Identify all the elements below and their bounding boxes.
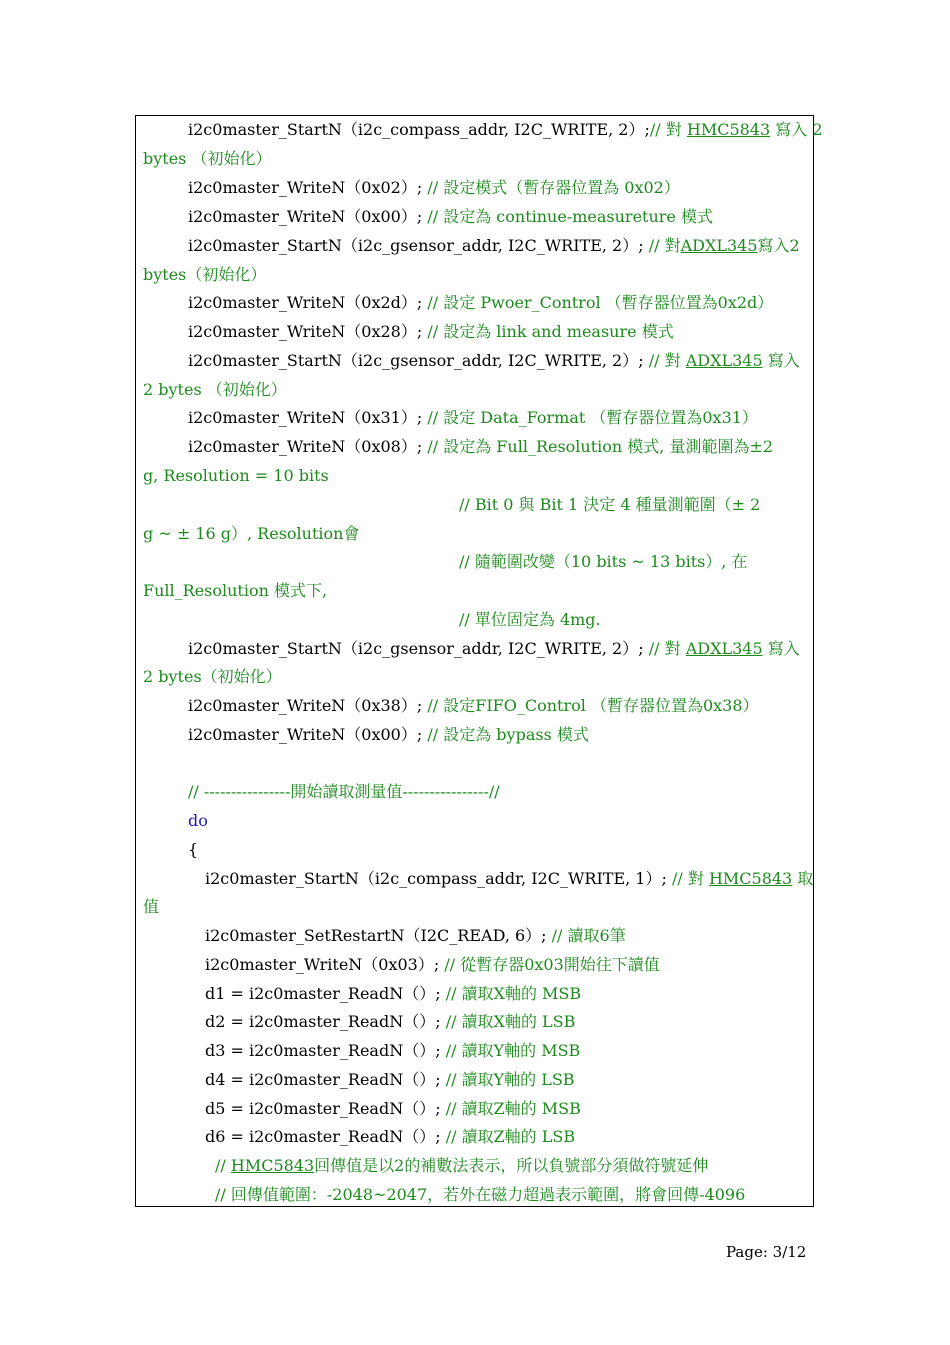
comment-text: g ~ ± 16 g）, Resolution會 xyxy=(143,524,360,543)
code-line xyxy=(205,1126,575,1148)
code-line xyxy=(188,724,589,746)
comment-text: // 設定 Pwoer_Control （暫存器位置為0x2d） xyxy=(427,293,774,312)
comment-text: // 隨範圍改變（10 bits ~ 13 bits）, 在 xyxy=(459,552,748,571)
code-text: i2c0master_WriteN（0x28）; xyxy=(188,322,428,341)
code-line xyxy=(459,494,760,516)
code-line xyxy=(188,695,759,717)
comment-text: // 讀取Y軸的 LSB xyxy=(445,1070,575,1089)
link-text[interactable]: HMC5843 xyxy=(708,869,793,888)
comment-text: // xyxy=(215,1156,231,1175)
comment-text: 2 bytes （初始化） xyxy=(143,380,287,399)
code-line xyxy=(188,350,800,372)
comment-text: // 回傳值範圍：-2048~2047，若外在磁力超過表示範圍，將會回傳-4096 xyxy=(215,1185,746,1204)
code-line xyxy=(188,638,800,660)
code-text: d5 = i2c0master_ReadN（）; xyxy=(205,1099,446,1118)
comment-text: // 設定為 Full_Resolution 模式, 量測範圍為±2 xyxy=(427,437,774,456)
code-line xyxy=(143,264,266,286)
code-line xyxy=(188,119,823,141)
comment-text: 值 xyxy=(143,897,160,916)
code-text: d2 = i2c0master_ReadN（）; xyxy=(205,1012,446,1031)
code-line xyxy=(205,1011,575,1033)
comment-text: 取 xyxy=(792,869,814,888)
comment-text: // 對 xyxy=(671,869,709,888)
link-text[interactable]: HMC5843 xyxy=(230,1156,315,1175)
comment-text: // 讀取X軸的 MSB xyxy=(445,984,582,1003)
comment-text: // 設定為 bypass 模式 xyxy=(427,725,589,744)
comment-text: // Bit 0 與 Bit 1 決定 4 種量測範圍（± 2 xyxy=(459,495,761,514)
code-line xyxy=(205,925,626,947)
code-line xyxy=(188,407,758,429)
comment-text: // 對 xyxy=(648,351,686,370)
link-text[interactable]: ADXL345 xyxy=(685,351,763,370)
comment-text: // 對 xyxy=(648,236,681,255)
code-line xyxy=(188,321,674,343)
code-text: i2c0master_StartN（i2c_compass_addr, I2C_WRITE, 2）; xyxy=(188,120,650,139)
code-text: i2c0master_WriteN（0x2d）; xyxy=(188,293,428,312)
comment-text: // 從暫存器0x03開始往下讀值 xyxy=(444,955,660,974)
code-line xyxy=(188,781,500,803)
code-line xyxy=(143,523,359,545)
code-line xyxy=(188,177,680,199)
code-line xyxy=(143,148,271,170)
code-line xyxy=(215,1155,708,1177)
comment-text: // 讀取Z軸的 LSB xyxy=(445,1127,576,1146)
code-text: { xyxy=(188,840,199,859)
comment-text: // 讀取6筆 xyxy=(551,926,626,945)
comment-text: bytes （初始化） xyxy=(143,149,272,168)
comment-text: // 設定模式（暫存器位置為 0x02） xyxy=(427,178,680,197)
link-text[interactable]: HMC5843 xyxy=(686,120,771,139)
comment-text: // 對 xyxy=(649,120,687,139)
code-line xyxy=(459,609,601,631)
code-text: d6 = i2c0master_ReadN（）; xyxy=(205,1127,446,1146)
comment-text: 寫入 xyxy=(762,351,800,370)
code-line xyxy=(205,1040,580,1062)
code-line xyxy=(188,235,800,257)
code-text: i2c0master_WriteN（0x00）; xyxy=(188,207,428,226)
comment-text: // 讀取Z軸的 MSB xyxy=(445,1099,581,1118)
code-line xyxy=(143,465,329,487)
code-line xyxy=(205,1069,575,1091)
link-text[interactable]: ADXL345 xyxy=(685,639,763,658)
comment-text: 2 bytes（初始化） xyxy=(143,667,282,686)
code-text: i2c0master_WriteN（0x00）; xyxy=(188,725,428,744)
comment-text: // 讀取X軸的 LSB xyxy=(445,1012,576,1031)
comment-text: Full_Resolution 模式下, xyxy=(143,581,328,600)
code-text: i2c0master_WriteN（0x31）; xyxy=(188,408,428,427)
code-line xyxy=(143,580,327,602)
comment-text: // 設定 Data_Format （暫存器位置為0x31） xyxy=(427,408,758,427)
code-text: d1 = i2c0master_ReadN（）; xyxy=(205,984,446,1003)
code-line xyxy=(205,868,813,890)
comment-text: // 設定為 continue-measureture 模式 xyxy=(427,207,713,226)
code-text: i2c0master_StartN（i2c_gsensor_addr, I2C_WRITE, 2）; xyxy=(188,639,649,658)
code-text: i2c0master_StartN（i2c_compass_addr, I2C_WRITE, 1）; xyxy=(205,869,672,888)
code-line xyxy=(188,839,198,861)
code-text: i2c0master_SetRestartN（I2C_READ, 6）; xyxy=(205,926,552,945)
code-line xyxy=(459,551,748,573)
comment-text: 寫入 2 xyxy=(770,120,823,139)
comment-text: // 單位固定為 4mg. xyxy=(459,610,601,629)
code-line xyxy=(205,1098,581,1120)
code-line xyxy=(143,666,282,688)
code-text: i2c0master_StartN（i2c_gsensor_addr, I2C_WRITE, 2）; xyxy=(188,351,649,370)
code-text: d3 = i2c0master_ReadN（）; xyxy=(205,1041,446,1060)
code-text: i2c0master_StartN（i2c_gsensor_addr, I2C_WRITE, 2）; xyxy=(188,236,649,255)
comment-text: // 設定FIFO_Control （暫存器位置為0x38） xyxy=(427,696,759,715)
code-line xyxy=(143,379,287,401)
comment-text: // 設定為 link and measure 模式 xyxy=(427,322,674,341)
comment-text: // 讀取Y軸的 MSB xyxy=(445,1041,581,1060)
code-line xyxy=(215,1184,745,1206)
comment-text: 寫入2 xyxy=(757,236,800,255)
code-line xyxy=(188,810,208,832)
code-line xyxy=(188,292,773,314)
comment-text: g, Resolution = 10 bits xyxy=(143,466,329,485)
page-number: Page: 3/12 xyxy=(726,1243,807,1261)
link-text[interactable]: ADXL345 xyxy=(680,236,758,255)
keyword-text: do xyxy=(188,811,208,830)
comment-text: 回傳值是以2的補數法表示，所以負號部分須做符號延伸 xyxy=(314,1156,709,1175)
comment-text: 寫入 xyxy=(762,639,800,658)
comment-text: bytes（初始化） xyxy=(143,265,267,284)
comment-text: // 對 xyxy=(648,639,686,658)
code-line xyxy=(205,983,581,1005)
code-text: i2c0master_WriteN（0x08）; xyxy=(188,437,428,456)
code-line xyxy=(205,954,660,976)
code-text: i2c0master_WriteN（0x02）; xyxy=(188,178,428,197)
comment-text: // ----------------開始讀取測量值----------------// xyxy=(188,782,500,801)
code-line xyxy=(188,206,713,228)
code-text: i2c0master_WriteN（0x38）; xyxy=(188,696,428,715)
code-text: d4 = i2c0master_ReadN（）; xyxy=(205,1070,446,1089)
code-text: i2c0master_WriteN（0x03）; xyxy=(205,955,445,974)
code-line xyxy=(143,896,159,918)
code-line xyxy=(188,436,773,458)
